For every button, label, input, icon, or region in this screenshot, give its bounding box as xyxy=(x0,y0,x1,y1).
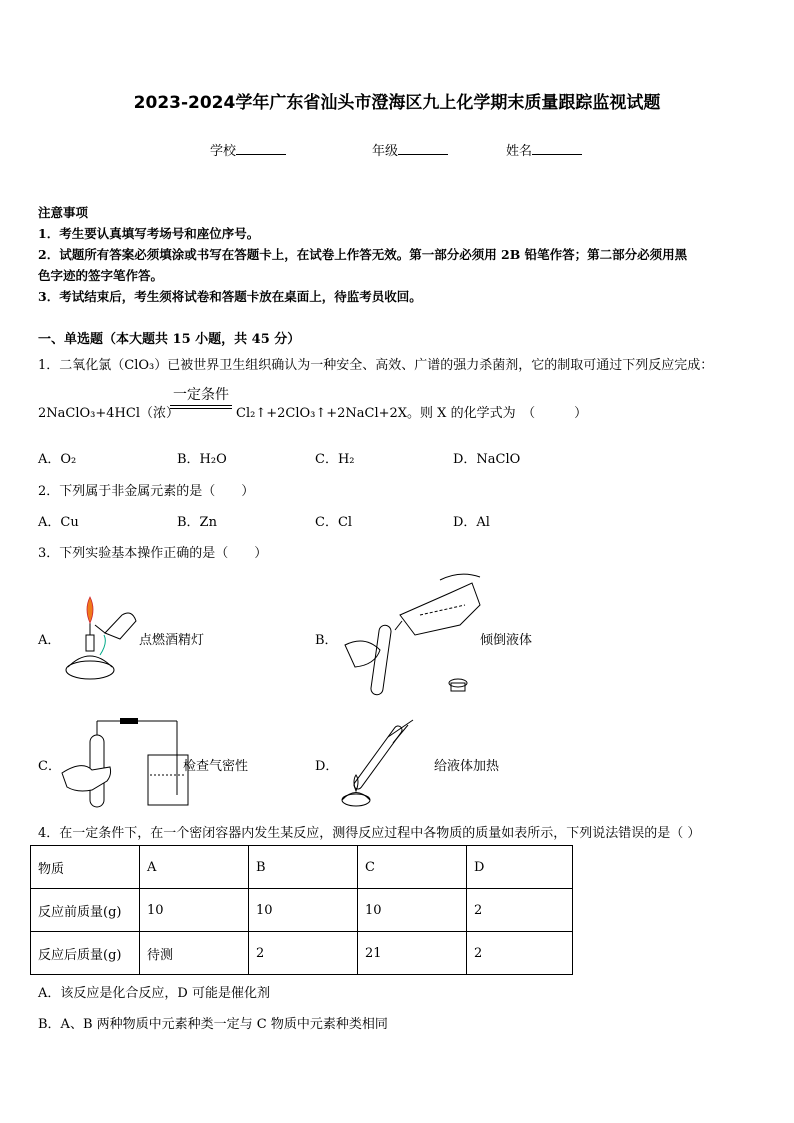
table-cell: 2 xyxy=(249,932,358,975)
table-cell: 10 xyxy=(249,889,358,932)
q3-option-c-label: 检查气密性 xyxy=(183,759,249,774)
table-cell: 待测 xyxy=(140,932,249,975)
q3-option-b-label: 倾倒液体 xyxy=(480,633,533,648)
note-item: 1．考生要认真填写考场号和座位序号。 xyxy=(38,226,260,241)
q4-option-b[interactable]: B．A、B 两种物质中元素种类一定与 C 物质中元素种类相同 xyxy=(38,1017,388,1032)
name-label: 姓名 xyxy=(506,144,533,159)
school-label: 学校 xyxy=(210,144,237,159)
table-cell: C xyxy=(358,846,467,889)
q2-option-d[interactable]: D．Al xyxy=(453,515,490,530)
q2-option-c[interactable]: C．Cl xyxy=(315,515,353,530)
q3-option-c-letter[interactable]: C． xyxy=(38,759,61,774)
notes-heading: 注意事项 xyxy=(38,205,89,220)
grade-blank[interactable] xyxy=(398,142,448,155)
pouring-liquid-illustration xyxy=(340,575,490,700)
page-title: 2023-2024学年广东省汕头市澄海区九上化学期末质量跟踪监视试题 xyxy=(133,93,661,113)
q1-option-d[interactable]: D．NaClO xyxy=(453,452,521,467)
name-field[interactable] xyxy=(506,140,582,159)
q3-option-a-letter[interactable]: A． xyxy=(38,633,61,648)
airtightness-check-illustration xyxy=(62,715,192,810)
q1-stem: 1．二氧化氯（ClO₃）已被世界卫生组织确认为一种安全、高效、广谱的强力杀菌剂，它的制取可通过下列反应完成： xyxy=(38,358,714,373)
q2-stem: 2．下列属于非金属元素的是（ ） xyxy=(38,484,255,499)
q3-stem: 3．下列实验基本操作正确的是（ ） xyxy=(38,546,268,561)
table-cell: A xyxy=(140,846,249,889)
mass-table xyxy=(30,845,573,975)
note-item: 色字迹的签字笔作答。 xyxy=(38,268,164,283)
q3-option-b-letter[interactable]: B． xyxy=(315,633,338,648)
note-item: 2．试题所有答案必须填涂或书写在答题卡上，在试卷上作答无效。第一部分必须用 2B 铅笔作答；第二部分必须用黑 xyxy=(38,247,688,262)
table-cell: 10 xyxy=(358,889,467,932)
q3-option-d-letter[interactable]: D． xyxy=(315,759,339,774)
table-cell: D xyxy=(467,846,573,889)
q1-equation-left: 2NaClO₃+4HCl（浓） xyxy=(38,406,179,421)
name-blank[interactable] xyxy=(532,142,582,155)
table-cell: 2 xyxy=(467,889,573,932)
table-cell: 2 xyxy=(467,932,573,975)
table-cell: B xyxy=(249,846,358,889)
table-cell: 21 xyxy=(358,932,467,975)
q1-reaction-condition xyxy=(170,384,232,409)
table-row xyxy=(31,889,573,932)
q2-option-b[interactable]: B．Zn xyxy=(177,515,217,530)
table-header-row xyxy=(31,846,573,889)
q2-option-a[interactable]: A．Cu xyxy=(38,515,79,530)
note-item: 3．考试结束后，考生须将试卷和答题卡放在桌面上，待监考员收回。 xyxy=(38,289,422,304)
q4-stem: 4．在一定条件下，在一个密闭容器内发生某反应，测得反应过程中各物质的质量如表所示，下列说法错误的是（ ） xyxy=(38,826,701,841)
condition-line xyxy=(170,408,232,409)
table-cell: 反应后质量(g) xyxy=(31,932,140,975)
school-field[interactable] xyxy=(210,140,286,159)
q1-equation-right: Cl₂↑+2ClO₃↑+2NaCl+2X。则 X 的化学式为 （ ） xyxy=(236,406,588,421)
q1-option-b[interactable]: B．H₂O xyxy=(177,452,227,467)
heating-liquid-illustration xyxy=(338,715,428,810)
section-heading: 一、单选题（本大题共 15 小题，共 45 分） xyxy=(38,332,301,347)
q3-option-d-label: 给液体加热 xyxy=(434,759,500,774)
q4-option-a[interactable]: A．该反应是化合反应，D 可能是催化剂 xyxy=(38,986,270,1001)
condition-text: 一定条件 xyxy=(173,387,229,403)
table-cell: 反应前质量(g) xyxy=(31,889,140,932)
table-row xyxy=(31,932,573,975)
q1-option-a[interactable]: A．O₂ xyxy=(38,452,77,467)
q3-option-a-label: 点燃酒精灯 xyxy=(139,633,205,648)
table-cell: 10 xyxy=(140,889,249,932)
alcohol-lamp-lighting-illustration xyxy=(60,595,140,685)
condition-line xyxy=(170,405,232,406)
school-blank[interactable] xyxy=(236,142,286,155)
grade-label: 年级 xyxy=(372,144,399,159)
q1-option-c[interactable]: C．H₂ xyxy=(315,452,355,467)
table-cell: 物质 xyxy=(31,846,140,889)
grade-field[interactable] xyxy=(372,140,448,159)
